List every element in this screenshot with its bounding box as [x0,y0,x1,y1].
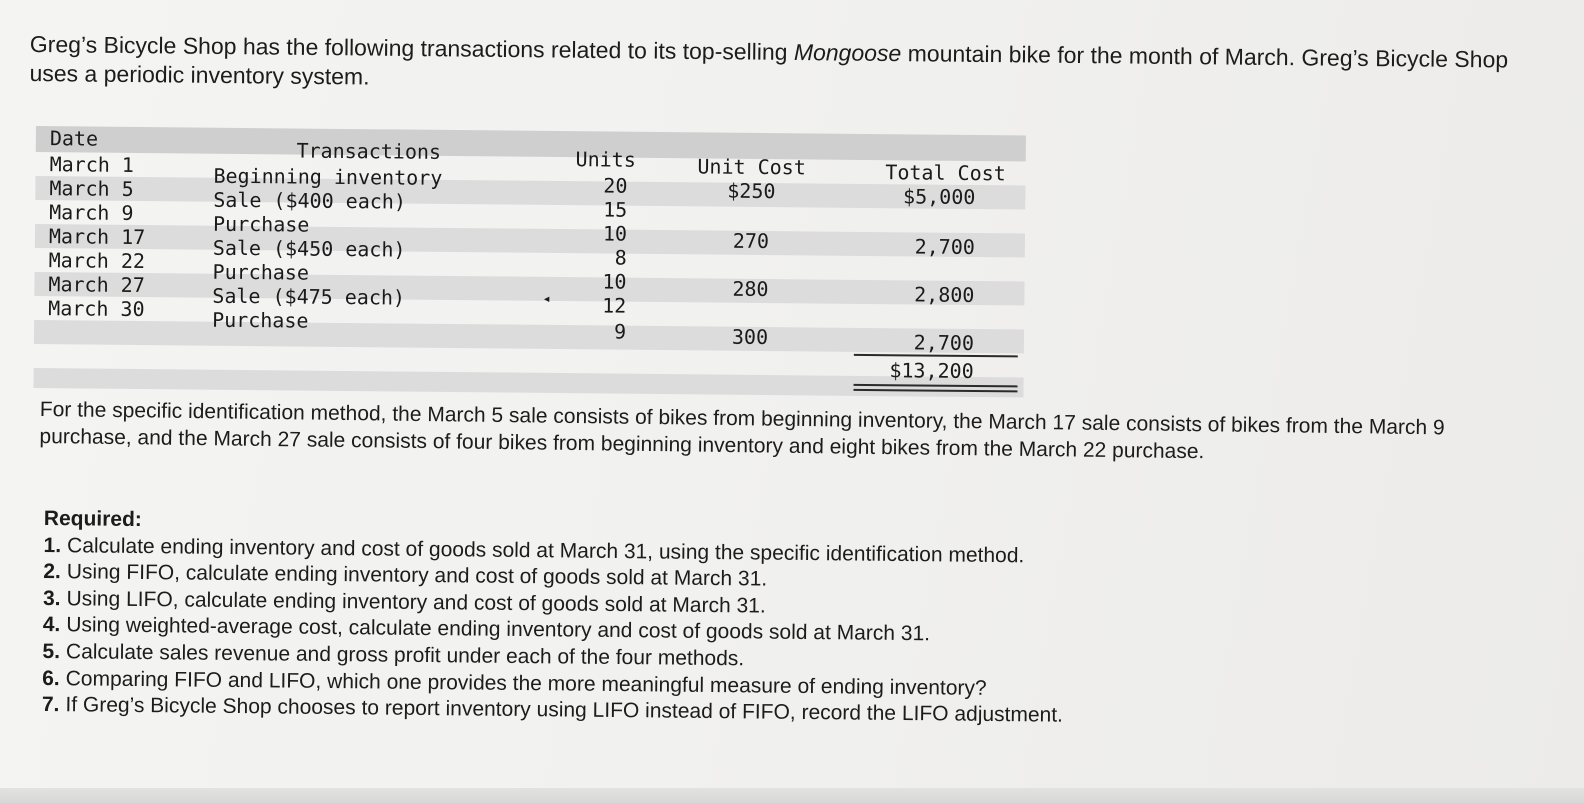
header-transactions: Transactions [296,138,442,164]
row-units: 9 [613,319,627,344]
grand-total: $13,200 [889,358,974,384]
row-units: 10 [602,269,627,294]
item-number: 1. [43,533,62,557]
row-date: March 17 [48,224,146,250]
item-text: Calculate sales revenue and gross profit under each of the four methods. [65,640,745,671]
row-units: 8 [614,245,627,270]
table-header-band [36,126,1026,162]
item-number: 7. [41,693,60,717]
page-bottom-edge [0,788,1584,803]
item-text: Using weighted-average cost, calculate ending inventory and cost of goods sold at March 31. [66,613,931,646]
intro-paragraph [29,30,1530,104]
row-units: 15 [603,197,628,222]
row-transaction: Purchase [212,307,309,333]
item-text: If Greg’s Bicycle Shop chooses to report inventory using LIFO instead of FIFO, record the LIFO adjustment. [65,693,1064,727]
row-total-cost: 2,800 [914,282,975,308]
row-transaction: Purchase [212,259,310,285]
row-total-cost: $5,000 [902,184,976,210]
row-units: 20 [603,173,628,198]
item-text: Calculate ending inventory and cost of goods sold at March 31, using the specific identification method. [66,533,1025,567]
row-transaction: Purchase [212,211,310,237]
row-date: March 22 [48,248,146,274]
item-number: 3. [42,586,61,610]
item-number: 2. [43,560,61,584]
item-number: 6. [42,666,60,690]
required-list [42,533,1344,733]
row-date: March 27 [48,272,145,298]
header-total-cost: Total Cost [885,160,1006,186]
row-total-cost: 2,700 [913,330,975,356]
header-date: Date [49,126,99,151]
item-text: Comparing FIFO and LIFO, which one provides the more meaningful measure of ending inventory? [65,666,987,700]
transactions-table [33,126,1025,397]
item-text: Using LIFO, calculate ending inventory and cost of goods sold at March 31. [66,587,766,618]
required-title: Required: [43,506,142,532]
row-units: 10 [602,221,628,246]
row-unit-cost: 300 [731,324,769,350]
specific-identification-paragraph: For the specific identification method, the March 5 sale consists of bikes from beginning inventory, the March 17 sale consists of bikes from the March 9 purchase, and the March 27 sale consists of four bikes from beginning inventory and eight bikes from the March 22 purchase. [39,397,1445,464]
intro-text-part2: mountain bike for the month of March. Greg’s Bicycle Shop uses a periodic inventory system. [29,40,1509,90]
row-total-cost: 2,700 [914,234,975,260]
header-unit-cost: Unit Cost [697,154,806,180]
row-units: 12 [602,293,627,318]
row-unit-cost: $250 [727,178,776,204]
item-number: 4. [42,613,61,637]
row-transaction: Beginning inventory [213,163,443,190]
row-transaction: Sale ($475 each) [212,283,406,310]
pen-mark: ◂ [542,290,551,307]
required-section [42,506,1344,732]
header-units: Units [575,147,636,172]
intro-brand: Mongoose [793,39,902,67]
intro-text-part1: Greg’s Bicycle Shop has the following transactions related to its top-selling [29,30,795,65]
row-transaction: Sale ($450 each) [212,235,406,262]
item-number: 5. [42,639,61,664]
row-date: March 1 [49,152,135,177]
item-text: Using FIFO, calculate ending inventory and cost of goods sold at March 31. [66,560,768,591]
row-unit-cost: 270 [732,228,770,254]
row-date: March 30 [48,296,145,322]
row-unit-cost: 280 [732,276,769,302]
row-date: March 5 [49,176,134,201]
row-transaction: Sale ($400 each) [213,187,407,214]
row-date: March 9 [49,200,134,225]
